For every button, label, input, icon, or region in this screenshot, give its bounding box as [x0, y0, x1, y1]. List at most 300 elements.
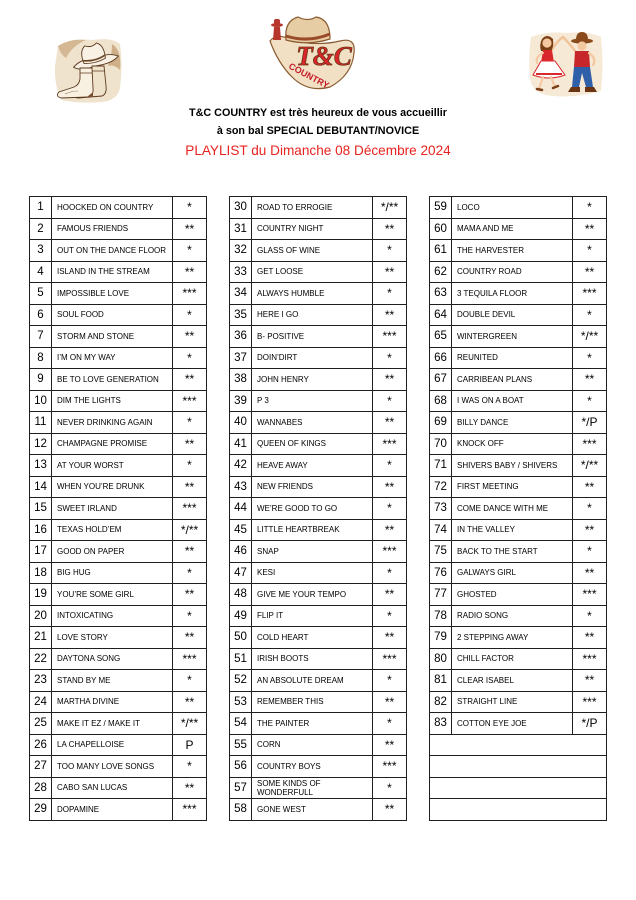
song-title: RADIO SONG [452, 606, 573, 628]
dance-level: * [373, 283, 407, 305]
dance-level: *** [373, 434, 407, 456]
song-number: 27 [30, 756, 52, 778]
playlist-row [430, 477, 607, 499]
song-number: 14 [30, 477, 52, 499]
dance-level: * [573, 197, 607, 219]
logo-arc-text: COUNTRY [287, 60, 331, 91]
dance-level: ** [573, 369, 607, 391]
playlist-row [230, 692, 407, 714]
dance-level: *** [573, 434, 607, 456]
song-title: HERE I GO [252, 305, 373, 327]
song-title: OUT ON THE DANCE FLOOR [52, 240, 173, 262]
song-title: KESI [252, 563, 373, 585]
playlist-row [230, 799, 407, 821]
event-line: à son bal SPECIAL DEBUTANT/NOVICE [216, 125, 420, 137]
dance-level: ** [373, 369, 407, 391]
dance-level: ** [373, 520, 407, 542]
song-number: 66 [430, 348, 452, 370]
empty-row [430, 756, 607, 778]
dance-level: ** [373, 584, 407, 606]
song-title: SNAP [252, 541, 373, 563]
song-title: TEXAS HOLD’EM [52, 520, 173, 542]
playlist-row [430, 283, 607, 305]
playlist-row [30, 262, 207, 284]
playlist-row [430, 434, 607, 456]
dance-level: ** [573, 563, 607, 585]
song-title: FLIP IT [252, 606, 373, 628]
dance-level: *** [573, 283, 607, 305]
playlist-row [230, 627, 407, 649]
playlist-row [30, 563, 207, 585]
empty-cell [430, 778, 607, 800]
song-number: 60 [430, 219, 452, 241]
song-title: DOUBLE DEVIL [452, 305, 573, 327]
song-title: SOME KINDS OF WONDERFULL [252, 778, 373, 800]
song-title: HEAVE AWAY [252, 455, 373, 477]
playlist-row [30, 369, 207, 391]
song-title: GALWAYS GIRL [452, 563, 573, 585]
dance-level: * [173, 756, 207, 778]
playlist-row [430, 520, 607, 542]
song-title: B- POSITIVE [252, 326, 373, 348]
playlist-row [430, 692, 607, 714]
song-number: 74 [430, 520, 452, 542]
song-number: 4 [30, 262, 52, 284]
playlist-row [30, 670, 207, 692]
song-number: 79 [430, 627, 452, 649]
song-number: 48 [230, 584, 252, 606]
playlist-row [230, 391, 407, 413]
song-number: 3 [30, 240, 52, 262]
dance-level: */P [573, 713, 607, 735]
song-number: 83 [430, 713, 452, 735]
song-number: 47 [230, 563, 252, 585]
playlist-row [230, 240, 407, 262]
dance-level: *** [373, 756, 407, 778]
dance-level: * [573, 348, 607, 370]
empty-row [430, 735, 607, 757]
dance-level: ** [573, 627, 607, 649]
song-number: 36 [230, 326, 252, 348]
song-number: 44 [230, 498, 252, 520]
song-title: STORM AND STONE [52, 326, 173, 348]
playlist-row [230, 670, 407, 692]
song-number: 9 [30, 369, 52, 391]
dancing-couple-illustration [527, 29, 605, 99]
song-number: 21 [30, 627, 52, 649]
playlist-row [430, 649, 607, 671]
dance-level: * [173, 240, 207, 262]
song-title: KNOCK OFF [452, 434, 573, 456]
song-number: 29 [30, 799, 52, 821]
dance-level: ** [173, 219, 207, 241]
dance-level: *** [373, 649, 407, 671]
song-number: 24 [30, 692, 52, 714]
dance-level: *** [173, 649, 207, 671]
dance-level: ** [373, 735, 407, 757]
empty-cell [430, 735, 607, 757]
song-number: 5 [30, 283, 52, 305]
playlist-row [30, 412, 207, 434]
dance-level: * [173, 412, 207, 434]
playlist-row [30, 606, 207, 628]
song-number: 25 [30, 713, 52, 735]
song-number: 43 [230, 477, 252, 499]
song-title: GOOD ON PAPER [52, 541, 173, 563]
playlist-table-1 [29, 196, 207, 821]
dance-level: * [373, 498, 407, 520]
song-title: SHIVERS BABY / SHIVERS [452, 455, 573, 477]
dance-level: * [573, 606, 607, 628]
song-number: 56 [230, 756, 252, 778]
song-title: LITTLE HEARTBREAK [252, 520, 373, 542]
song-number: 58 [230, 799, 252, 821]
playlist-row [430, 670, 607, 692]
song-title: CHILL FACTOR [452, 649, 573, 671]
song-title: IN THE VALLEY [452, 520, 573, 542]
cowboy-boots-hat-illustration [52, 36, 124, 104]
song-number: 78 [430, 606, 452, 628]
song-title: COUNTRY BOYS [252, 756, 373, 778]
song-number: 19 [30, 584, 52, 606]
playlist-row [230, 197, 407, 219]
welcome-line: T&C COUNTRY est très heureux de vous accueillir [188, 107, 447, 119]
dance-level: ** [173, 584, 207, 606]
song-number: 7 [30, 326, 52, 348]
playlist-row [30, 541, 207, 563]
song-number: 62 [430, 262, 452, 284]
song-number: 63 [430, 283, 452, 305]
song-number: 53 [230, 692, 252, 714]
song-title: GIVE ME YOUR TEMPO [252, 584, 373, 606]
empty-row [430, 778, 607, 800]
playlist-row [230, 563, 407, 585]
playlist-row [230, 477, 407, 499]
song-number: 10 [30, 391, 52, 413]
song-title: ROAD TO ERROGIE [252, 197, 373, 219]
playlist-row [230, 498, 407, 520]
playlist-table-3 [429, 196, 607, 821]
song-number: 1 [30, 197, 52, 219]
song-number: 67 [430, 369, 452, 391]
playlist-row [230, 283, 407, 305]
song-number: 37 [230, 348, 252, 370]
dance-level: ** [373, 627, 407, 649]
song-title: COUNTRY NIGHT [252, 219, 373, 241]
song-number: 54 [230, 713, 252, 735]
dance-level: P [173, 735, 207, 757]
song-title: IRISH BOOTS [252, 649, 373, 671]
song-number: 61 [430, 240, 452, 262]
playlist-row [430, 240, 607, 262]
dance-level: * [373, 778, 407, 800]
song-title: NEW FRIENDS [252, 477, 373, 499]
dance-level: *** [173, 283, 207, 305]
song-title: FAMOUS FRIENDS [52, 219, 173, 241]
song-number: 30 [230, 197, 252, 219]
song-title: SWEET IRLAND [52, 498, 173, 520]
song-number: 65 [430, 326, 452, 348]
dance-level: * [373, 606, 407, 628]
song-number: 18 [30, 563, 52, 585]
dance-level: *** [573, 584, 607, 606]
song-number: 82 [430, 692, 452, 714]
song-title: CORN [252, 735, 373, 757]
song-title: LA CHAPELLOISE [52, 735, 173, 757]
song-title: DOIN’DIRT [252, 348, 373, 370]
song-number: 40 [230, 412, 252, 434]
song-number: 20 [30, 606, 52, 628]
empty-cell [430, 799, 607, 821]
song-number: 8 [30, 348, 52, 370]
playlist-row [430, 326, 607, 348]
playlist-row [30, 627, 207, 649]
playlist-row [30, 477, 207, 499]
playlist-row [230, 455, 407, 477]
playlist-row [30, 197, 207, 219]
playlist-row [430, 369, 607, 391]
song-title: SOUL FOOD [52, 305, 173, 327]
dance-level: */P [573, 412, 607, 434]
song-title: LOCO [452, 197, 573, 219]
dance-level: ** [173, 369, 207, 391]
dance-level: */** [573, 455, 607, 477]
song-title: 2 STEPPING AWAY [452, 627, 573, 649]
song-title: INTOXICATING [52, 606, 173, 628]
dance-level: *** [373, 541, 407, 563]
song-title: GONE WEST [252, 799, 373, 821]
playlist-row [230, 369, 407, 391]
song-number: 2 [30, 219, 52, 241]
playlist-row [30, 778, 207, 800]
playlist-row [230, 735, 407, 757]
song-title: NEVER DRINKING AGAIN [52, 412, 173, 434]
song-title: COTTON EYE JOE [452, 713, 573, 735]
song-title: COME DANCE WITH ME [452, 498, 573, 520]
dance-level: ** [373, 477, 407, 499]
playlist-row [230, 262, 407, 284]
playlist-row [230, 584, 407, 606]
dance-level: ** [173, 778, 207, 800]
song-number: 32 [230, 240, 252, 262]
song-title: MAMA AND ME [452, 219, 573, 241]
song-title: DIM THE LIGHTS [52, 391, 173, 413]
song-number: 33 [230, 262, 252, 284]
playlist-row [430, 348, 607, 370]
song-title: GLASS OF WINE [252, 240, 373, 262]
song-number: 42 [230, 455, 252, 477]
dance-level: * [373, 670, 407, 692]
song-title: CABO SAN LUCAS [52, 778, 173, 800]
song-title: COLD HEART [252, 627, 373, 649]
playlist-row [30, 326, 207, 348]
song-number: 28 [30, 778, 52, 800]
song-number: 75 [430, 541, 452, 563]
playlist-row [230, 219, 407, 241]
song-title: DAYTONA SONG [52, 649, 173, 671]
song-title: ALWAYS HUMBLE [252, 283, 373, 305]
song-title: MAKE IT EZ / MAKE IT [52, 713, 173, 735]
empty-row [430, 799, 607, 821]
playlist-row [30, 305, 207, 327]
playlist-row [430, 606, 607, 628]
dance-level: * [373, 240, 407, 262]
song-number: 55 [230, 735, 252, 757]
song-title: WINTERGREEN [452, 326, 573, 348]
song-number: 22 [30, 649, 52, 671]
playlist-row [230, 348, 407, 370]
song-title: BIG HUG [52, 563, 173, 585]
song-title: WHEN YOU’RE DRUNK [52, 477, 173, 499]
song-number: 52 [230, 670, 252, 692]
song-title: AN ABSOLUTE DREAM [252, 670, 373, 692]
playlist-row [430, 262, 607, 284]
song-title: BACK TO THE START [452, 541, 573, 563]
song-title: JOHN HENRY [252, 369, 373, 391]
song-title: FIRST MEETING [452, 477, 573, 499]
dance-level: ** [373, 262, 407, 284]
song-number: 77 [430, 584, 452, 606]
dance-level: * [173, 670, 207, 692]
playlist-row [30, 756, 207, 778]
playlist-row [30, 799, 207, 821]
dance-level: ** [573, 477, 607, 499]
song-title: HOOCKED ON COUNTRY [52, 197, 173, 219]
song-number: 46 [230, 541, 252, 563]
song-title: CHAMPAGNE PROMISE [52, 434, 173, 456]
song-title: P 3 [252, 391, 373, 413]
dance-level: ** [573, 670, 607, 692]
dance-level: * [173, 563, 207, 585]
dance-level: *** [173, 391, 207, 413]
playlist-row [30, 735, 207, 757]
song-number: 12 [30, 434, 52, 456]
dance-level: *** [573, 649, 607, 671]
dance-level: ** [173, 477, 207, 499]
dance-level: ** [373, 692, 407, 714]
song-title: GHOSTED [452, 584, 573, 606]
playlist-row [30, 391, 207, 413]
song-number: 11 [30, 412, 52, 434]
song-number: 6 [30, 305, 52, 327]
empty-cell [430, 756, 607, 778]
song-title: CARRIBEAN PLANS [452, 369, 573, 391]
dance-level: * [173, 305, 207, 327]
song-title: BILLY DANCE [452, 412, 573, 434]
playlist-row [230, 434, 407, 456]
song-number: 26 [30, 735, 52, 757]
song-number: 49 [230, 606, 252, 628]
song-number: 31 [230, 219, 252, 241]
song-number: 57 [230, 778, 252, 800]
song-number: 39 [230, 391, 252, 413]
song-number: 59 [430, 197, 452, 219]
dance-level: ** [373, 412, 407, 434]
dance-level: * [373, 563, 407, 585]
playlist-row [30, 240, 207, 262]
song-number: 41 [230, 434, 252, 456]
song-title: AT YOUR WORST [52, 455, 173, 477]
song-number: 51 [230, 649, 252, 671]
song-title: WE’RE GOOD TO GO [252, 498, 373, 520]
song-title: COUNTRY ROAD [452, 262, 573, 284]
dance-level: */** [173, 520, 207, 542]
song-number: 16 [30, 520, 52, 542]
playlist-row [230, 305, 407, 327]
song-title: STAND BY ME [52, 670, 173, 692]
playlist-row [30, 520, 207, 542]
playlist-row [430, 219, 607, 241]
playlist-row [230, 756, 407, 778]
playlist-row [30, 584, 207, 606]
playlist-row [430, 391, 607, 413]
dance-level: */** [373, 197, 407, 219]
dance-level: ** [173, 262, 207, 284]
dance-level: * [173, 348, 207, 370]
dance-level: ** [173, 692, 207, 714]
dance-level: *** [373, 326, 407, 348]
logo-monogram: T&C [296, 41, 352, 71]
song-title: REMEMBER THIS [252, 692, 373, 714]
song-number: 13 [30, 455, 52, 477]
tc-country-hat-logo [264, 13, 358, 91]
dance-level: ** [373, 219, 407, 241]
playlist-row [30, 283, 207, 305]
song-number: 23 [30, 670, 52, 692]
playlist-row [430, 713, 607, 735]
song-title: MARTHA DIVINE [52, 692, 173, 714]
song-title: IMPOSSIBLE LOVE [52, 283, 173, 305]
song-number: 70 [430, 434, 452, 456]
playlist-row [30, 498, 207, 520]
song-title: ISLAND IN THE STREAM [52, 262, 173, 284]
dance-level: * [373, 391, 407, 413]
dance-level: ** [173, 326, 207, 348]
song-number: 34 [230, 283, 252, 305]
playlist-row [430, 541, 607, 563]
dance-level: ** [173, 541, 207, 563]
playlist-row [30, 692, 207, 714]
song-number: 72 [430, 477, 452, 499]
song-title: THE HARVESTER [452, 240, 573, 262]
song-number: 69 [430, 412, 452, 434]
dance-level: * [573, 498, 607, 520]
dance-level: * [173, 455, 207, 477]
song-title: TOO MANY LOVE SONGS [52, 756, 173, 778]
song-title: YOU’RE SOME GIRL [52, 584, 173, 606]
playlist-row [430, 197, 607, 219]
playlist-row [30, 434, 207, 456]
playlist-row [230, 326, 407, 348]
playlist-row [430, 498, 607, 520]
song-title: STRAIGHT LINE [452, 692, 573, 714]
song-title: GET LOOSE [252, 262, 373, 284]
playlist-row [230, 778, 407, 800]
playlist-row [430, 455, 607, 477]
song-number: 64 [430, 305, 452, 327]
song-number: 15 [30, 498, 52, 520]
dance-level: */** [573, 326, 607, 348]
playlist-row [30, 348, 207, 370]
playlist-row [430, 412, 607, 434]
dance-level: * [173, 606, 207, 628]
song-number: 73 [430, 498, 452, 520]
playlist-row [430, 563, 607, 585]
dance-level: *** [173, 799, 207, 821]
dance-level: *** [173, 498, 207, 520]
song-title: WANNABES [252, 412, 373, 434]
playlist-row [230, 541, 407, 563]
